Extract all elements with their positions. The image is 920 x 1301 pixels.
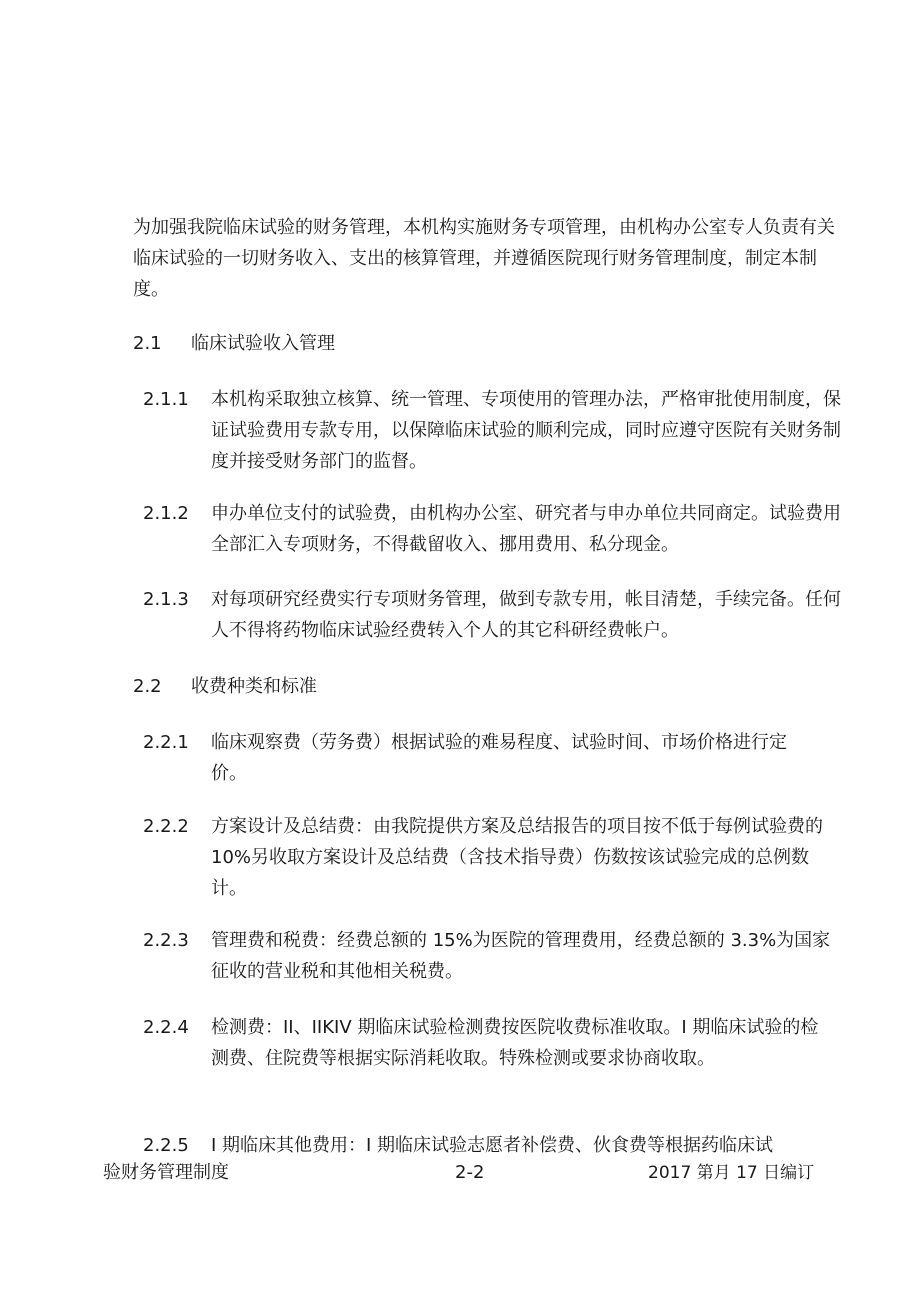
section-heading-2-1	[133, 331, 335, 357]
section-title: 临床试验收入管理	[191, 333, 335, 354]
section-title: 收费种类和标准	[191, 676, 317, 697]
item-text: 管理费和税费：经费总额的 15%为医院的管理费用，经费总额的 3.3%为国家征收的营业税和其他相关税费。	[211, 930, 831, 982]
item-number: 2.1.2	[143, 503, 189, 524]
page-footer	[103, 1160, 823, 1186]
intro-paragraph: 为加强我院临床试验的财务管理，本机构实施财务专项管理，由机构办公室专人负责有关临床试验的一切财务收入、支出的核算管理，并遵循医院现行财务管理制度，制定本制度。	[133, 217, 835, 300]
item-number: 2.2.1	[143, 732, 189, 753]
item-number: 2.2.4	[143, 1017, 189, 1038]
item-number: 2.2.3	[143, 930, 189, 951]
footer-page-number: 2-2	[455, 1162, 485, 1183]
section-number: 2.1	[133, 333, 162, 354]
item-number: 2.1.3	[143, 589, 189, 610]
item-text: 对每项研究经费实行专项财务管理，做到专款专用，帐目清楚，手续完备。任何人不得将药物临床试验经费转入个人的其它科研经费帐户。	[211, 589, 841, 641]
list-item-2-1-2	[143, 498, 848, 560]
list-item-2-2-3	[143, 925, 848, 987]
section-number: 2.2	[133, 676, 162, 697]
footer-document-title: 验财务管理制度	[103, 1162, 229, 1183]
list-item-2-2-1	[143, 727, 813, 789]
item-number: 2.2.2	[143, 816, 189, 837]
item-number: 2.1.1	[143, 389, 189, 410]
item-number-2-2-5: 2.2.5	[143, 1135, 189, 1156]
list-item-2-2-4	[143, 1012, 833, 1074]
item-text: 临床观察费（劳务费）根据试验的难易程度、试验时间、市场价格进行定价。	[211, 732, 787, 784]
item-text-2-2-5: I 期临床其他费用：I 期临床试验志愿者补偿费、伙食费等根据药临床试	[211, 1135, 774, 1156]
item-text: 检测费：II、IIKIV 期临床试验检测费按医院收费标准收取。I 期临床试验的检测费、住院费等根据实际消耗收取。特殊检测或要求协商收取。	[211, 1017, 819, 1069]
item-text: 本机构采取独立核算、统一管理、专项使用的管理办法，严格审批使用制度，保证试验费用专款专用，以保障临床试验的顺利完成，同时应遵守医院有关财务制度并接受财务部门的监督。	[211, 389, 841, 472]
list-item-2-1-3	[143, 584, 848, 646]
list-item-2-2-2	[143, 811, 833, 904]
item-text: 方案设计及总结费：由我院提供方案及总结报告的项目按不低于每例试验费的 10%另收取方案设计及总结费（含技术指导费）伤数按该试验完成的总例数计。	[211, 816, 823, 899]
list-item-2-1-1	[143, 384, 848, 477]
footer-date: 2017 第月 17 日编订	[648, 1163, 815, 1183]
section-heading-2-2	[133, 674, 317, 700]
item-text: 申办单位支付的试验费，由机构办公室、研究者与申办单位共同商定。试验费用全部汇入专项财务，不得截留收入、挪用费用、私分现金。	[211, 503, 841, 555]
